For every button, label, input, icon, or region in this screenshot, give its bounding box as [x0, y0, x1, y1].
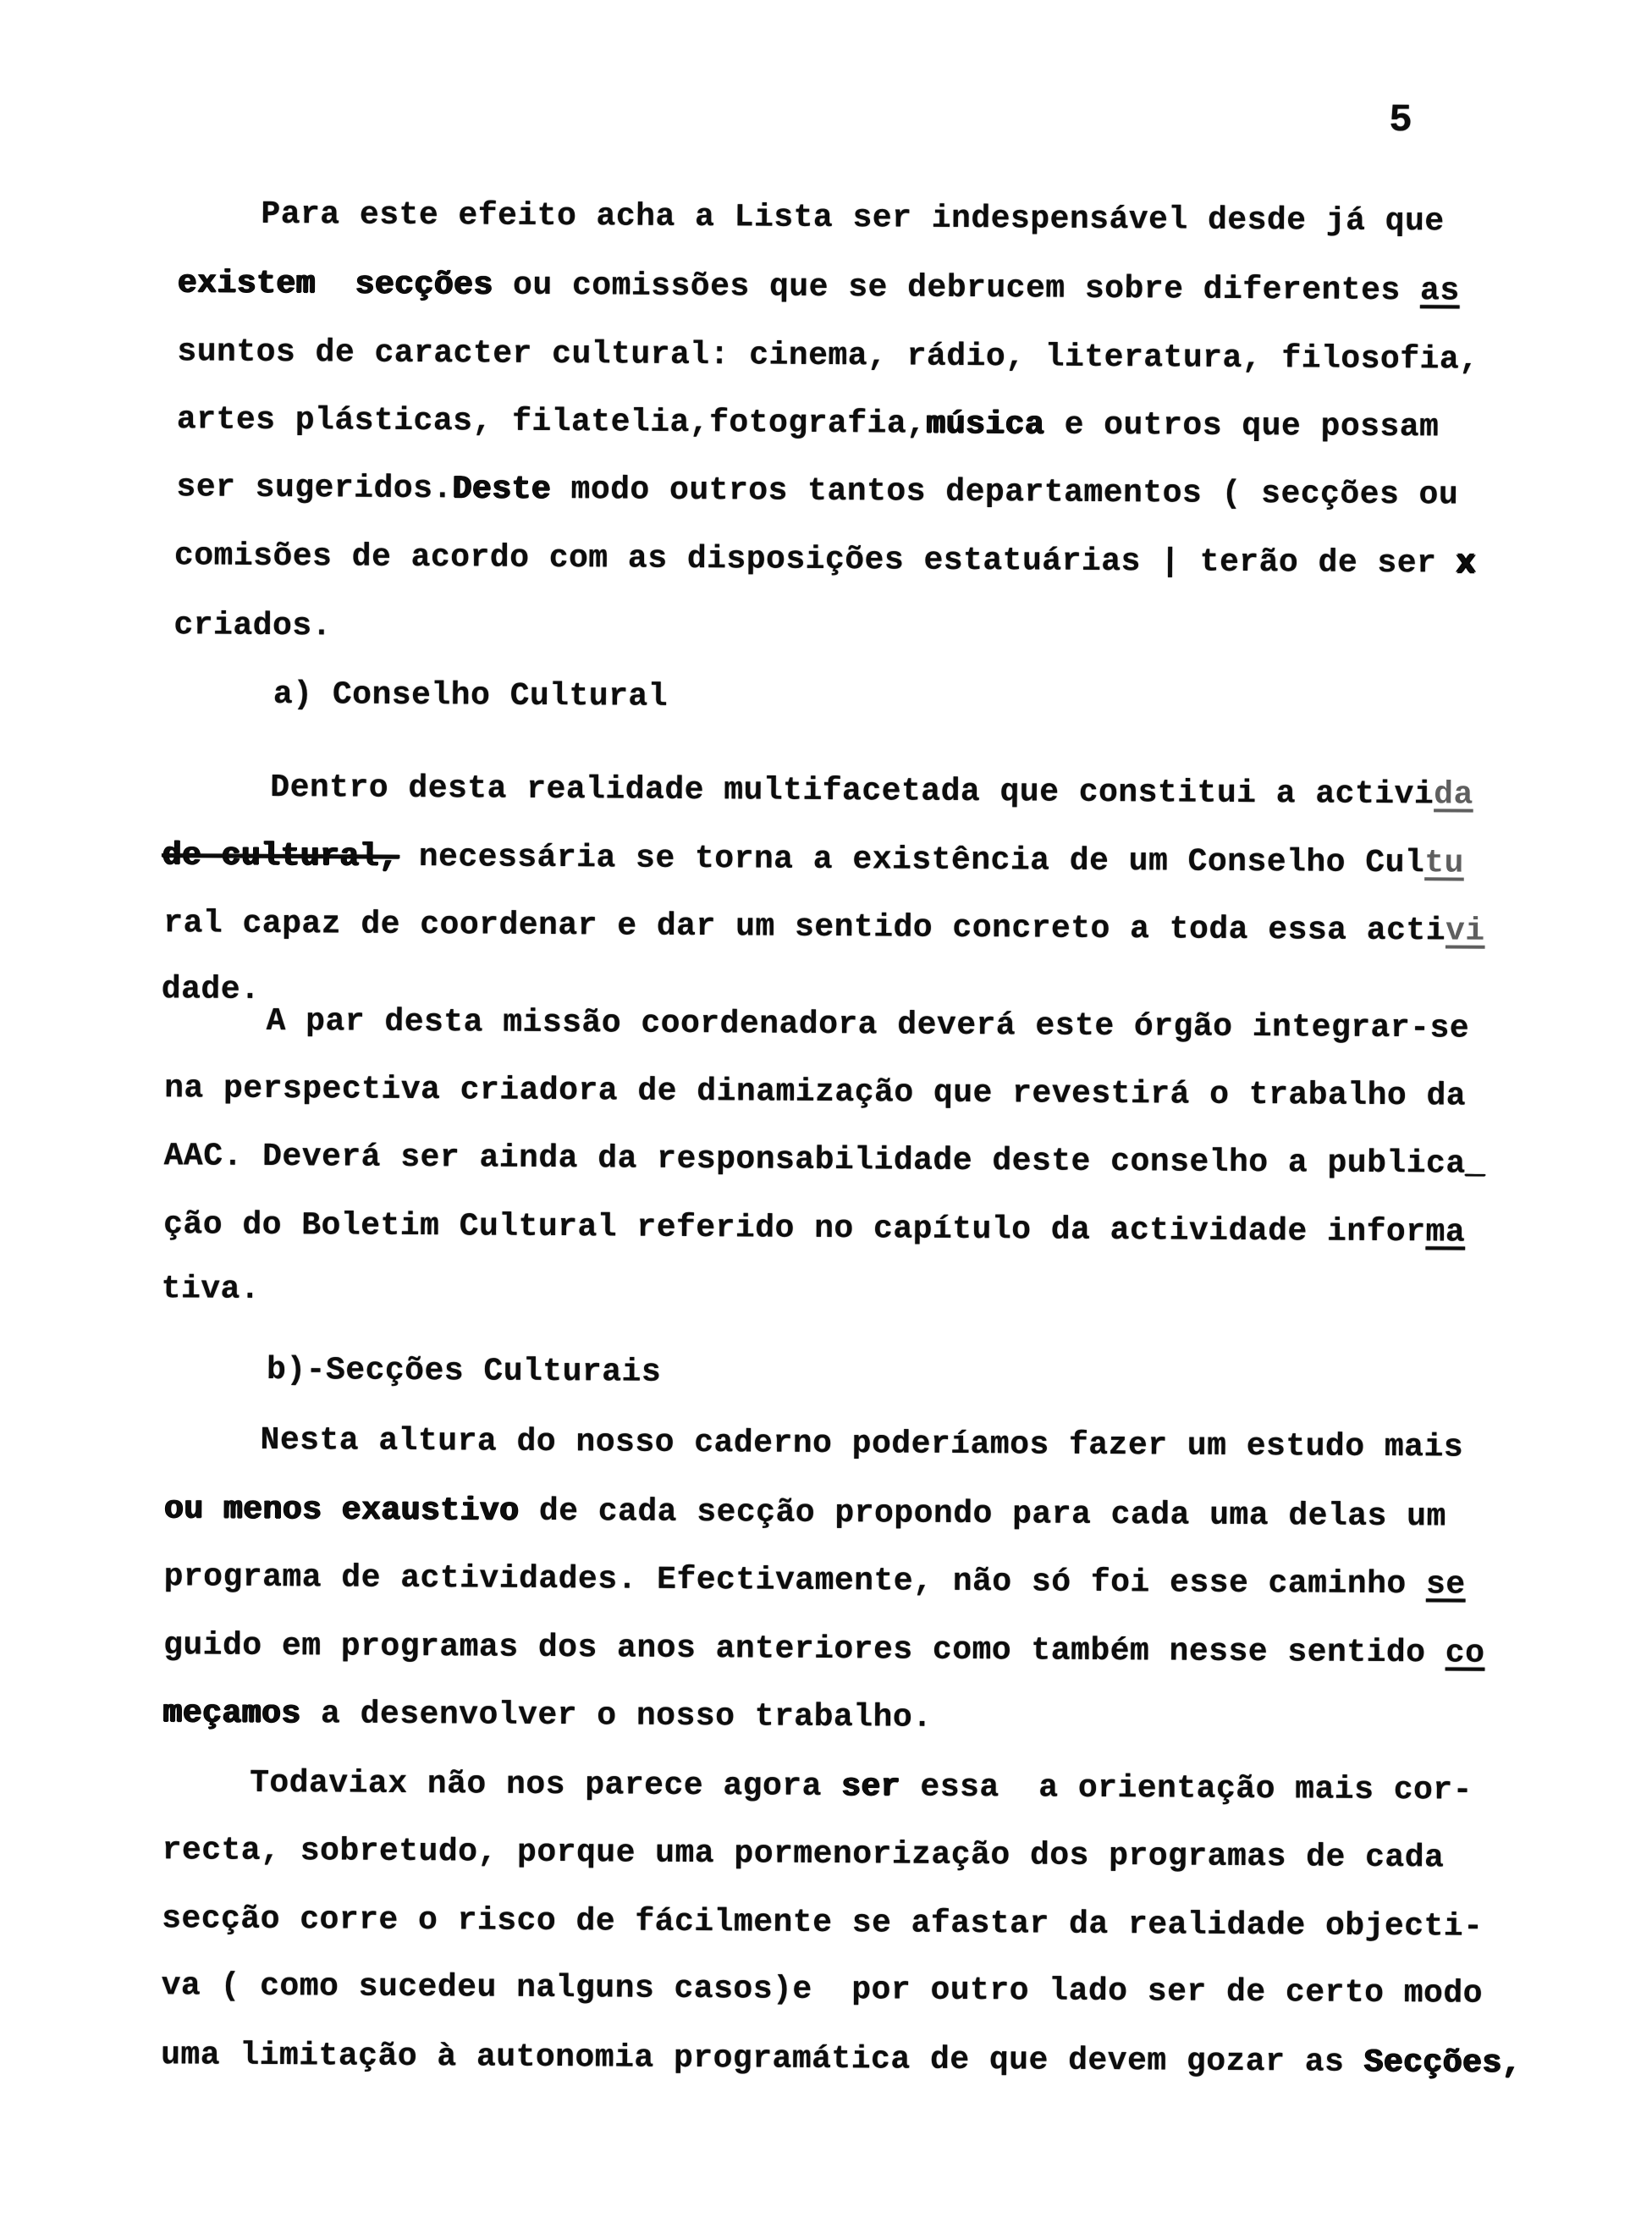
text-line [163, 905, 1485, 951]
text-segment: A par desta missão coordenadora deverá este órgão integrar-se [266, 1002, 1470, 1047]
text-line [177, 334, 1479, 378]
text-line [261, 196, 1444, 241]
text-line [267, 1352, 661, 1392]
text-segment: Todaviax não nos parece agora [250, 1764, 842, 1806]
text-line [162, 1967, 1484, 2013]
text-line [161, 2037, 1522, 2083]
text-segment: a) Conselho Cultural [273, 676, 669, 715]
text-segment: Para este efeito acha a Lista ser indespensável desde já que [261, 196, 1445, 240]
text-segment: guido em programas dos anos anteriores como também nesse sentido [162, 1627, 1446, 1672]
text-segment: e outros que possam [1044, 406, 1440, 446]
text-line [178, 265, 1460, 310]
text-segment: se [1425, 1566, 1466, 1603]
text-line [174, 538, 1476, 582]
text-line [162, 837, 1464, 882]
text-line [163, 1695, 933, 1737]
text-segment: tiva. [161, 1271, 261, 1308]
text-segment: necessária se torna a existência de um Conselho Cul [399, 838, 1425, 882]
text-line [163, 1559, 1465, 1603]
text-segment: de cultural, [162, 837, 399, 875]
text-segment: recta, sobretudo, porque uma pormenorização dos programas de cada [162, 1832, 1445, 1877]
text-line [266, 1003, 1469, 1048]
text-segment: va ( como sucedeu nalguns casos)e por outro lado ser de certo modo [161, 1967, 1484, 2012]
text-segment: Nesta altura do nosso caderno poderíamos fazer um estudo mais [260, 1421, 1464, 1466]
text-line [162, 1901, 1484, 1946]
text-line [176, 469, 1458, 514]
text-segment: ser [841, 1768, 901, 1806]
text-segment: Deste [452, 471, 552, 508]
page-number: 5 [1389, 98, 1412, 143]
text-segment: _ [1465, 1145, 1486, 1183]
text-line [162, 1832, 1445, 1877]
text-segment: b)-Secções Culturais [266, 1351, 662, 1391]
text-segment: ma [1425, 1214, 1466, 1251]
text-segment: AAC. Deverá ser ainda da responsabilidade deste conselho a publica [163, 1138, 1466, 1183]
text-segment: de cada secção propondo para cada uma delas um [519, 1492, 1446, 1536]
text-segment: ser sugeridos. [176, 469, 453, 508]
text-line [270, 770, 1473, 814]
text-segment: vi [1445, 913, 1485, 950]
text-line [164, 1070, 1466, 1115]
text-segment: suntos de caracter cultural: cinema, rádio, literatura, filosofia, [177, 334, 1479, 378]
text-segment: dade. [161, 971, 261, 1008]
text-segment: uma limitação à autonomia programática de que devem gozar as [161, 2037, 1364, 2081]
text-line [273, 676, 668, 716]
text-segment: a desenvolver o nosso trabalho. [300, 1696, 933, 1736]
text-line [164, 1138, 1486, 1183]
text-segment: as [1419, 273, 1460, 310]
text-segment: modo outros tantos departamentos ( secções ou [551, 471, 1459, 514]
text-line [260, 1422, 1463, 1467]
text-segment: tu [1424, 845, 1464, 882]
text-segment: essa a orientação mais cor- [900, 1768, 1473, 1809]
text-segment: criados. [173, 607, 333, 645]
text-segment: artes plásticas, filatelia,fotografia, [176, 401, 927, 443]
text-segment: existem secções [177, 265, 493, 304]
text-segment: ou comissões que se debrucem sobre diferentes [493, 267, 1421, 310]
text-line [250, 1765, 1473, 1810]
text-line [173, 607, 332, 645]
text-segment: meçamos [162, 1695, 301, 1733]
text-segment: ção do Boletim Cultural referido no capítulo da actividade infor [163, 1206, 1426, 1251]
text-segment: Dentro desta realidade multifacetada que constitui a activi [270, 769, 1434, 814]
text-segment: Secções, [1363, 2044, 1523, 2083]
text-segment: programa de actividades. Efectivamente, não só foi esse caminho [163, 1559, 1427, 1603]
text-segment: ral capaz de coordenar e dar um sentido concreto a toda essa acti [163, 905, 1446, 950]
text-line [162, 971, 261, 1009]
text-segment: x [1456, 545, 1477, 582]
text-segment: ou menos exaustivo [163, 1491, 520, 1530]
text-segment: co [1445, 1635, 1485, 1672]
text-segment: secção corre o risco de fácilmente se afastar da realidade objecti- [162, 1901, 1484, 1945]
text-line [163, 1206, 1465, 1251]
text-line [163, 1627, 1485, 1673]
text-segment: música [926, 406, 1045, 444]
text-segment: comisões de acordo com as disposições estatuárias | terão de ser [173, 538, 1457, 582]
text-line [164, 1491, 1446, 1536]
text-segment: da [1434, 776, 1473, 814]
text-line [177, 401, 1440, 446]
text-line [162, 1271, 261, 1309]
text-segment: na perspectiva criadora de dinamização que revestirá o trabalho da [164, 1070, 1467, 1115]
